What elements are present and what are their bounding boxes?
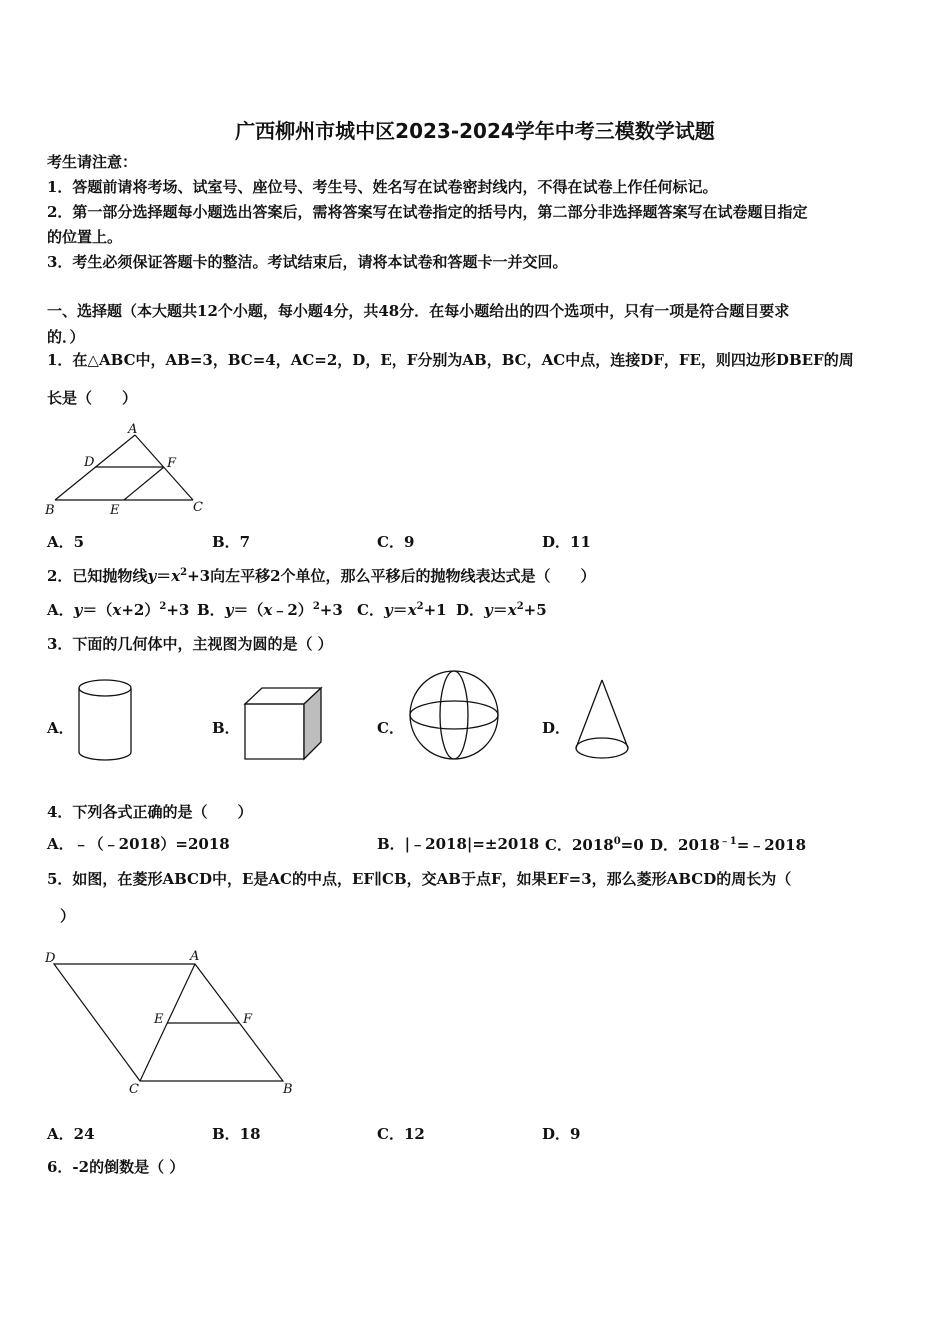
q3-option-c[interactable]: C． [377,719,404,737]
q2-stem: 2．已知抛物线$y=x^2+3$向左平移2个单位，那么平移后的抛物线表达式是（ ） [47,567,596,585]
q5-label-e: E [154,1012,164,1027]
q1-stem-cont: 长是（ ） [47,389,138,407]
q5-option-c[interactable]: C．12 [377,1125,425,1143]
cube-figure [240,684,330,764]
q5-option-a[interactable]: A．24 [47,1125,95,1143]
section-heading: 一、选择题（本大题共12个小题，每小题4分，共48分．在每小题给出的四个选项中，只有一项是符合题目要求 [47,302,790,320]
q2-option-d[interactable]: D．$y=x^2+5$ [456,601,547,619]
q3-stem: 3．下面的几何体中，主视图为圆的是（ ） [47,635,333,653]
notice-item-3: 3．考生必须保证答题卡的整洁。考试结束后，请将本试卷和答题卡一并交回。 [47,253,568,271]
q5-option-d[interactable]: D．9 [542,1125,581,1143]
q1-option-b[interactable]: B．7 [212,533,251,551]
q5-label-c: C [129,1082,139,1097]
q1-option-d[interactable]: D．11 [542,533,591,551]
q1-label-d: D [84,455,95,470]
q1-triangle-figure [40,420,215,520]
section-heading-cont: 的．） [47,328,85,346]
q5-label-a: A [190,949,200,964]
q3-option-a[interactable]: A． [47,719,74,737]
q5-stem: 5．如图，在菱形ABCD中，E是AC的中点，EF∥CB，交AB于点F，如果EF=3，那么菱形ABCD的周长为（ [47,870,792,888]
q1-label-c: C [193,500,203,515]
notice-item-2: 2．第一部分选择题每小题选出答案后，需将答案写在试卷指定的括号内，第二部分非选择题答案写在试卷题目指定 [47,203,808,221]
notice-item-1: 1．答题前请将考场、试室号、座位号、考生号、姓名写在试卷密封线内，不得在试卷上作任何标记。 [47,178,718,196]
q5-option-b[interactable]: B．18 [212,1125,261,1143]
q2-option-c[interactable]: C．$y=x^2+1$ [357,601,447,619]
notice-item-2-cont: 的位置上。 [47,228,123,246]
q1-option-c[interactable]: C．9 [377,533,415,551]
q4-stem: 4．下列各式正确的是（ ） [47,803,253,821]
q4-option-a[interactable]: A．﹣（﹣2018）=2018 [47,835,230,853]
q1-label-e: E [110,503,120,518]
q2-option-a[interactable]: A．$y=(x+2)^2+3$ [47,601,190,619]
q4-option-d[interactable]: D．$2018^{﹣1}=﹣2018$ [650,836,807,854]
q1-stem: 1．在△ABC中，AB=3，BC=4，AC=2，D，E，F分别为AB，BC，AC中点，连接DF，FE，则四边形DBEF的周 [47,351,854,369]
q6-stem: 6．-2的倒数是（ ） [47,1158,185,1176]
q1-line-fe [124,467,164,500]
q1-label-b: B [45,503,55,518]
q4-option-c[interactable]: C．$2018^0=0$ [545,836,644,854]
notice-heading: 考生请注意： [47,153,138,171]
q5-stem-cont: ） [60,907,76,925]
sphere-figure [404,667,504,763]
q1-label-a: A [128,422,138,437]
q5-label-f: F [243,1012,253,1027]
q5-label-d: D [45,951,56,966]
cone-figure [570,676,636,764]
q3-option-d[interactable]: D． [542,719,571,737]
q5-label-b: B [283,1082,293,1097]
q4-option-b[interactable]: B．|﹣2018|=±2018 [377,835,540,853]
q3-option-b[interactable]: B． [212,719,240,737]
q5-rhombus-figure [40,945,300,1100]
cylinder-figure [74,676,136,766]
q2-option-b[interactable]: B．y＝（x﹣2）$^2$+3 [197,601,343,619]
q1-option-a[interactable]: A．5 [47,533,85,551]
page-title: 广西柳州市城中区2023-2024学年中考三模数学试题 [235,119,715,143]
q1-label-f: F [167,456,177,471]
